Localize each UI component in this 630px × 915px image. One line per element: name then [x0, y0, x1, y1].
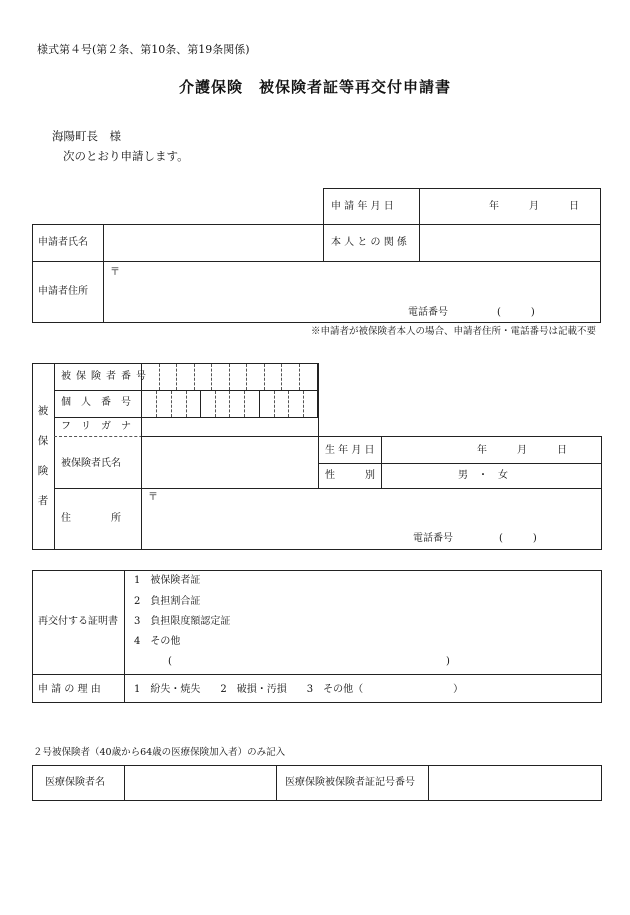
addressee: 海陽町長 様	[52, 129, 121, 143]
birth-field[interactable]: 年 月 日	[477, 445, 567, 456]
birth-label: 生 年 月 日	[325, 445, 375, 456]
other-paren-open: (	[168, 656, 172, 667]
reissue-item-4[interactable]: 4 その他	[134, 636, 181, 647]
other-detail-field[interactable]	[176, 654, 444, 670]
secondary-note: ２号被保険者（40歳から64歳の医療保険加入者）のみ記入	[33, 747, 286, 758]
relation-label: 本 人 と の 関 係	[331, 237, 407, 248]
insured-name-field[interactable]	[142, 437, 317, 487]
applicant-name-field[interactable]	[104, 225, 322, 260]
section-label-char: 者	[37, 495, 49, 507]
applicant-address-label: 申請者住所	[38, 286, 88, 297]
relation-field[interactable]	[420, 225, 600, 260]
applicant-phone-label: 電話番号	[408, 307, 448, 318]
row-divider	[32, 674, 602, 675]
reissue-item-2[interactable]: 2 負担割合証	[134, 596, 201, 607]
reissue-label: 再交付する証明書	[38, 616, 118, 627]
page-title: 介護保険 被保険者証等再交付申請書	[178, 78, 451, 96]
insured-number-label: 被保険者番号	[61, 371, 151, 382]
section-label-char: 保	[37, 435, 49, 447]
insured-address-label: 住 所	[61, 513, 121, 524]
col-divider	[276, 765, 277, 801]
personal-number-label: 個 人 番 号	[61, 397, 131, 408]
applicant-name-label: 申請者氏名	[38, 237, 88, 248]
furigana-field[interactable]	[142, 418, 317, 435]
gender-label: 性 別	[325, 470, 375, 481]
reissue-item-1[interactable]: 1 被保険者証	[134, 575, 201, 586]
reason-options[interactable]: 1 紛失・焼失 2 破損・汚損 3 その他（ ）	[134, 684, 464, 695]
row-divider	[54, 488, 142, 489]
insured-address-field[interactable]	[142, 489, 601, 529]
col-divider	[323, 224, 324, 261]
insured-phone-label: 電話番号	[413, 533, 453, 544]
date-field[interactable]: 年 月 日	[489, 201, 579, 212]
col-divider	[381, 436, 382, 488]
intro-text: 次のとおり申請します。	[63, 149, 189, 163]
insured-name-label: 被保険者氏名	[61, 458, 121, 469]
furigana-label: フ リ ガ ナ	[61, 421, 131, 432]
postal-mark: 〒	[148, 492, 158, 503]
date-label: 申 請 年 月 日	[331, 201, 394, 212]
personal-number-field[interactable]	[142, 391, 317, 416]
cert-number-field[interactable]	[429, 766, 600, 800]
other-paren-close: )	[446, 656, 450, 667]
col-divider	[318, 363, 319, 488]
reissue-item-3[interactable]: 3 負担限度額認定証	[134, 616, 231, 627]
insured-number-field[interactable]	[142, 364, 317, 389]
col-divider	[124, 570, 125, 703]
form-number: 様式第４号(第２条、第10条、第19条関係)	[37, 43, 250, 56]
gender-field[interactable]: 男 ・ 女	[458, 470, 508, 481]
applicant-note: ※申請者が被保険者本人の場合、申請者住所・電話番号は記載不要	[310, 326, 596, 337]
cert-number-label: 医療保険被保険者証記号番号	[285, 777, 415, 788]
section-label-char: 険	[37, 465, 49, 477]
insurer-name-field[interactable]	[125, 766, 275, 800]
insured-phone-field[interactable]: ( )	[499, 533, 537, 544]
col-divider	[54, 363, 55, 550]
insurer-name-label: 医療保険者名	[45, 777, 105, 788]
applicant-address-field[interactable]	[104, 262, 600, 302]
applicant-phone-field[interactable]: ( )	[497, 307, 535, 318]
row-divider	[318, 463, 602, 464]
postal-mark: 〒	[110, 267, 120, 278]
reason-label: 申 請 の 理 由	[38, 684, 101, 695]
section-label-char: 被	[37, 405, 49, 417]
